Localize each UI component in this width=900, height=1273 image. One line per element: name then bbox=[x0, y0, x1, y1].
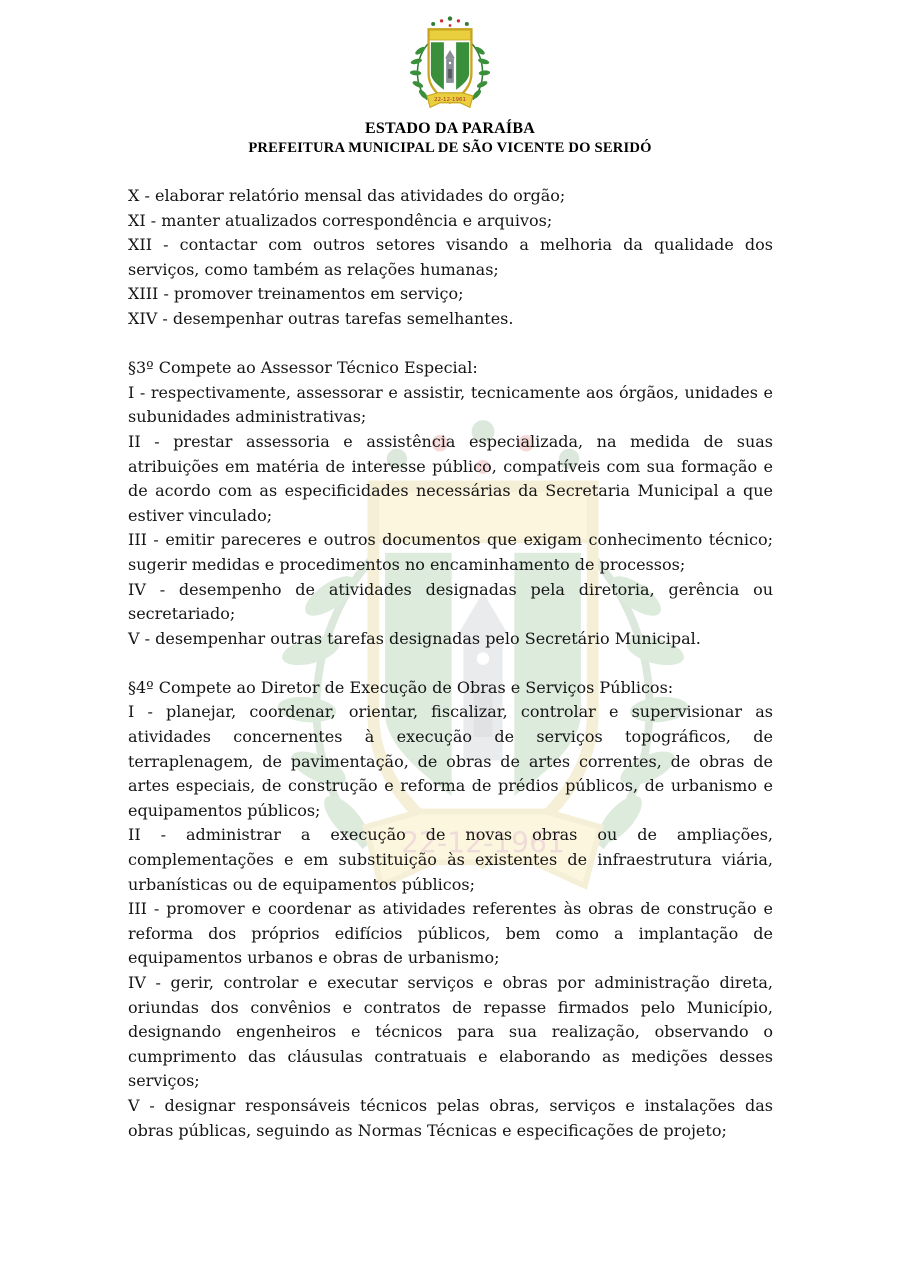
paragraph-item-xiv: XIV - desempenhar outras tarefas semelhantes. bbox=[128, 308, 514, 328]
paragraph-s3-item-v: V - desempenhar outras tarefas designadas pelo Secretário Municipal. bbox=[128, 628, 701, 648]
paragraph-item-xii: XII - contactar com outros setores visando a melhoria da qualidade dos serviços, como também as relações humanas; bbox=[128, 235, 773, 279]
paragraph-item-x: X - elaborar relatório mensal das atividades do orgão; bbox=[128, 186, 566, 205]
document-body bbox=[128, 184, 773, 1143]
paragraph-section-4: §4º Compete ao Diretor de Execução de Obras e Serviços Públicos: bbox=[128, 677, 674, 697]
paragraph-s3-item-i: I - respectivamente, assessorar e assistir, tecnicamente aos órgãos, unidades e subunidades administrativas; bbox=[128, 382, 773, 427]
paragraph-section-3: §3º Compete ao Assessor Técnico Especial: bbox=[128, 358, 478, 378]
paragraph-s4-item-i: I - planejar, coordenar, orientar, fiscalizar, controlar e supervisionar as atividades concernentes à execução de serviços topográficos, de terraplenagem, de pavimentação, de obras de artes correntes, de obras de artes especiais, de construção e reforma de prédios públicos, de urbanismo e equipamentos públicos; bbox=[128, 702, 773, 820]
paragraph-s4-item-v: V - designar responsáveis técnicos pelas obras, serviços e instalações das obras públicas, seguindo as Normas Técnicas e especificações de projeto; bbox=[128, 1095, 773, 1140]
paragraph-s4-item-ii: II - administrar a execução de novas obras ou de ampliações, complementações e em substituição às existentes de infraestrutura viária, urbanísticas ou de equipamentos públicos; bbox=[128, 825, 773, 894]
paragraph-s3-item-iv: IV - desempenho de atividades designadas pela diretoria, gerência ou secretariado; bbox=[128, 579, 773, 624]
paragraph-s3-item-ii: II - prestar assessoria e assistência especializada, na medida de suas atribuições em matéria de interesse público, compatíveis com sua formação e de acordo com as especificidades necessárias da Secretaria Municipal a que estiver vinculado; bbox=[128, 431, 773, 525]
paragraph-item-xiii: XIII - promover treinamentos em serviço; bbox=[128, 284, 464, 304]
letterhead bbox=[0, 119, 900, 158]
paragraph-s4-item-iii: III - promover e coordenar as atividades referentes às obras de construção e reforma dos próprios edifícios públicos, bem como a implantação de equipamentos urbanos e obras de urbanismo; bbox=[128, 899, 773, 968]
document-content bbox=[0, 14, 900, 1143]
letterhead-municipality: PREFEITURA MUNICIPAL DE SÃO VICENTE DO SERIDÓ bbox=[248, 140, 652, 156]
paragraph-item-xi: XI - manter atualizados correspondência e arquivos; bbox=[128, 210, 553, 230]
paragraph-s3-item-iii: III - emitir pareceres e outros documentos que exigam conhecimento técnico; sugerir medidas e procedimentos no encaminhamento de processos; bbox=[128, 530, 773, 574]
coat-of-arms bbox=[404, 14, 496, 115]
paragraph-s4-item-iv: IV - gerir, controlar e executar serviços e obras por administração direta, oriundas dos convênios e contratos de repasse firmados pelo Município, designando engenheiros e técnicos para sua realização, observando o cumprimento das cláusulas contratuais e elaborando as medições desses serviços; bbox=[128, 973, 773, 1091]
letterhead-state: ESTADO DA PARAÍBA bbox=[365, 120, 535, 137]
